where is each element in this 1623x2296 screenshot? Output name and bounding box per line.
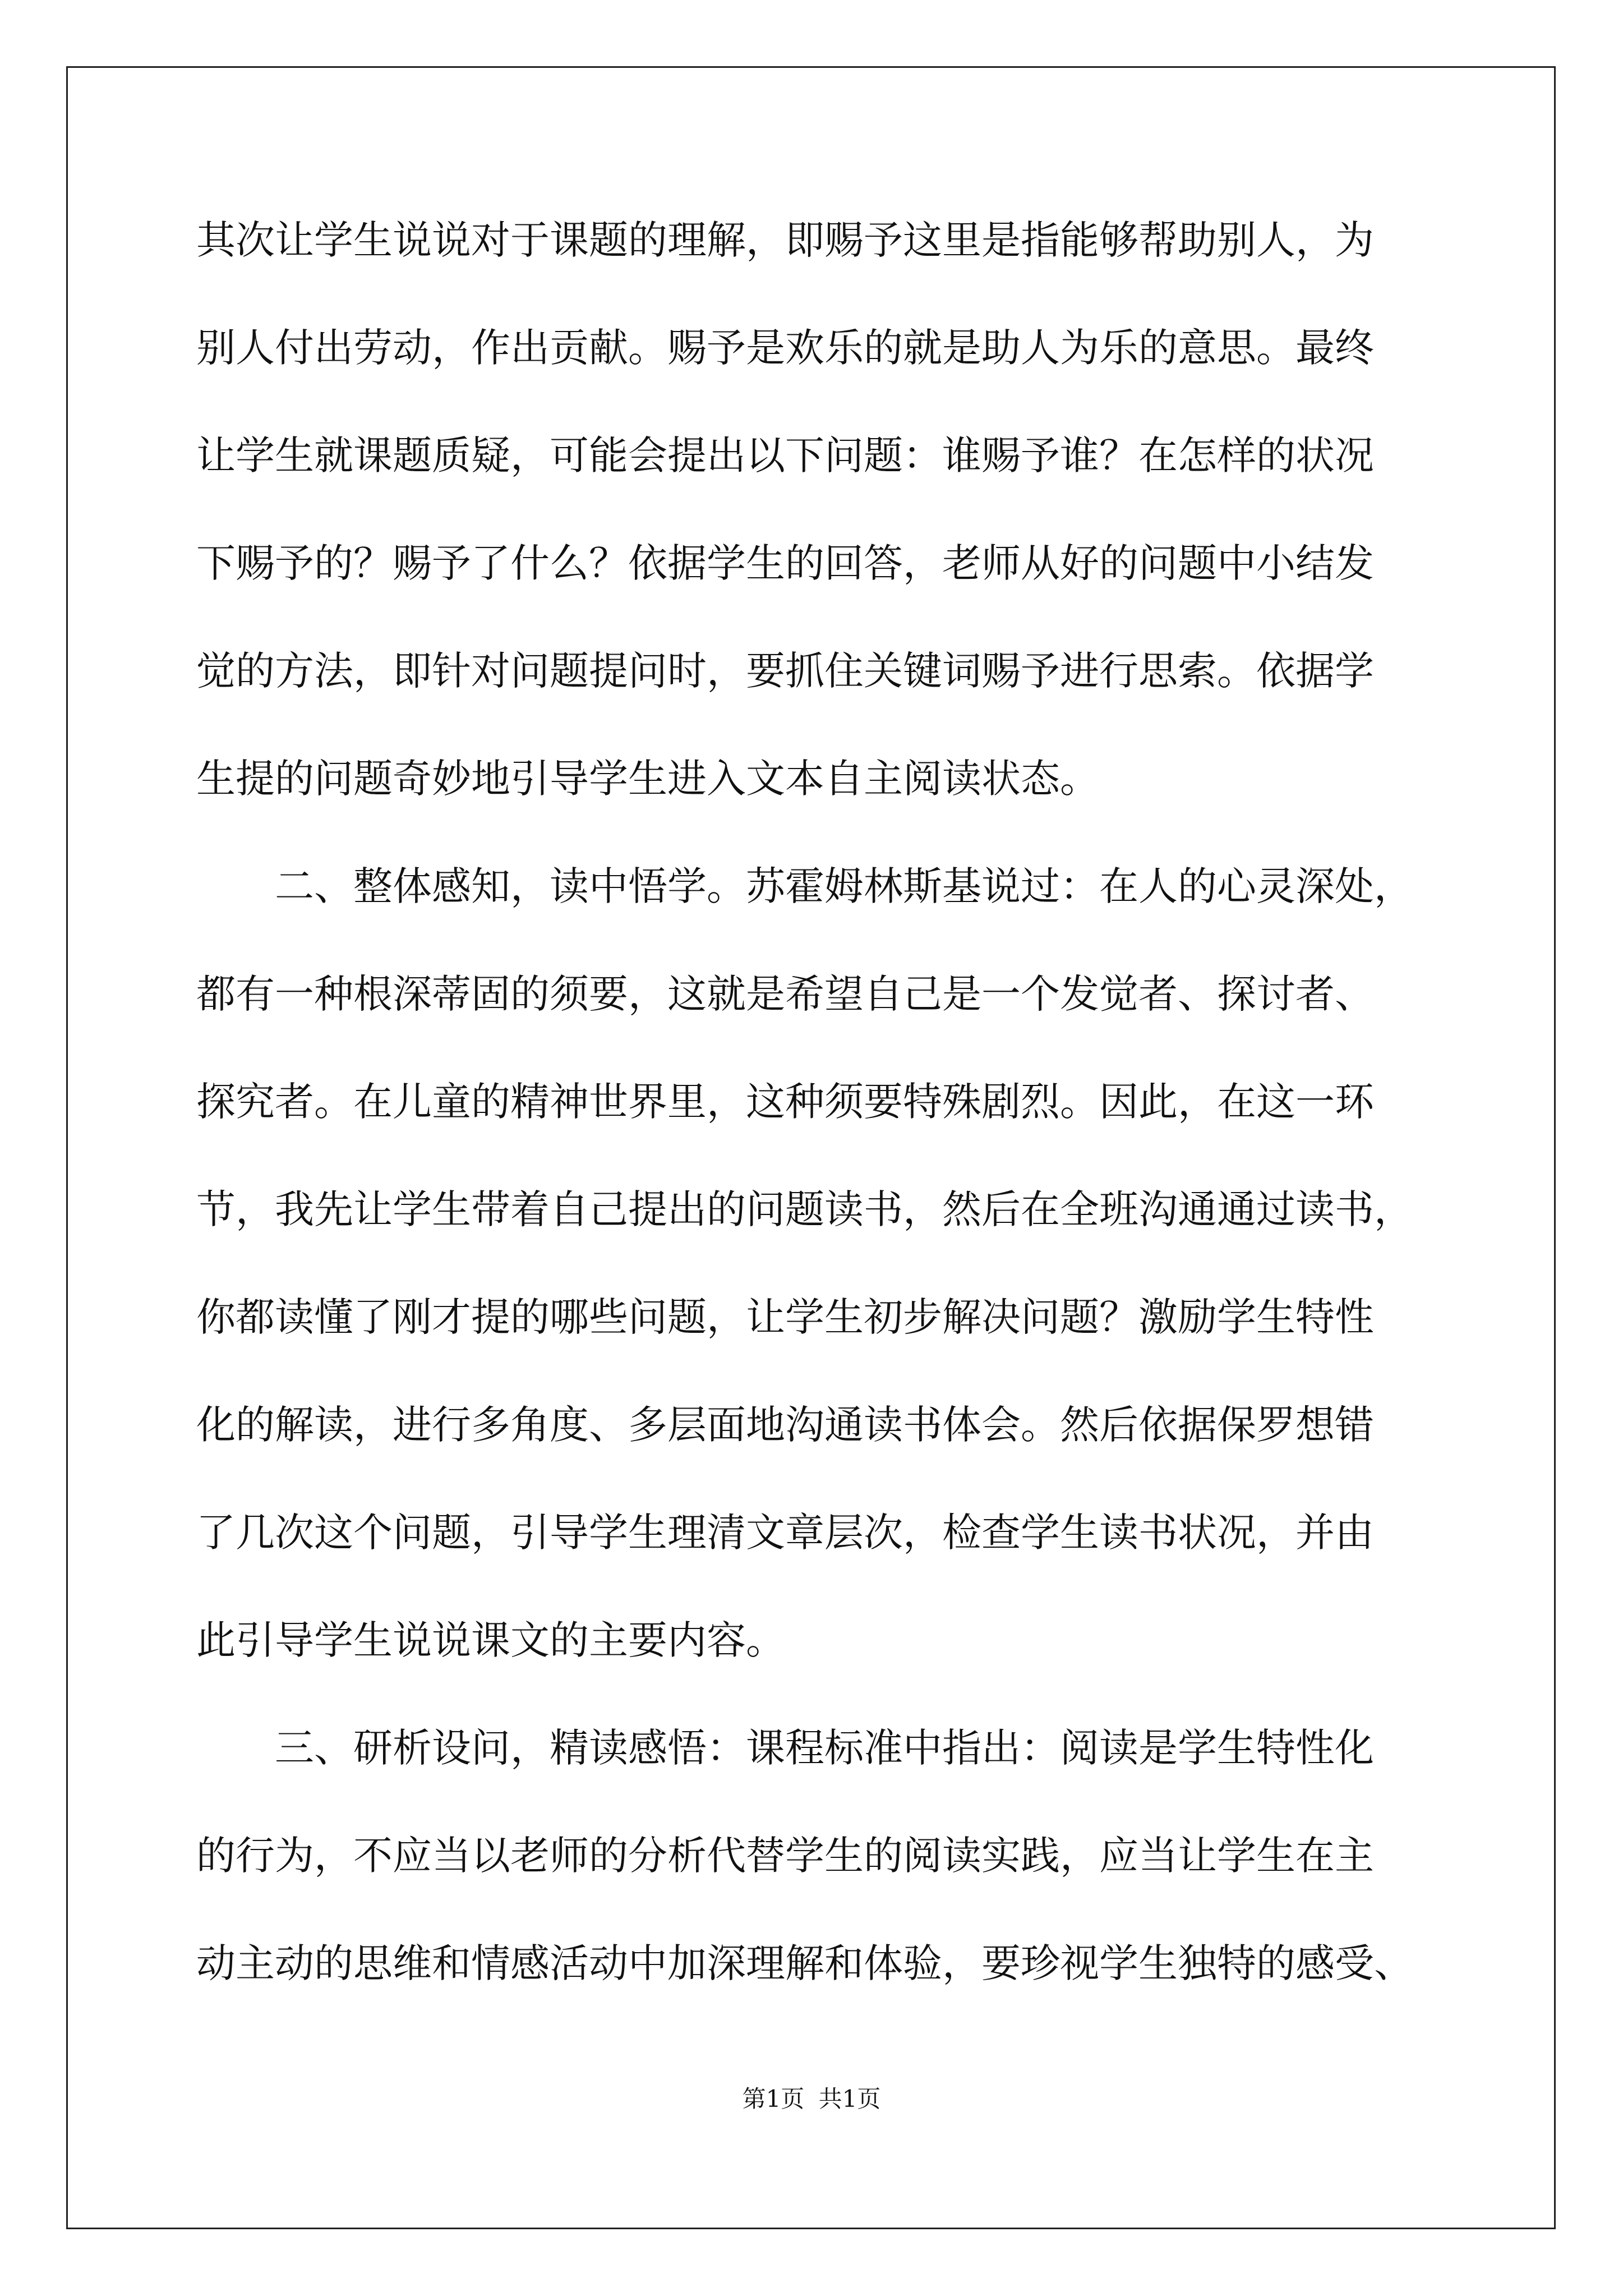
text-line: 了几次这个问题，引导学生理清文章层次，检查学生读书状况，并由 (196, 1510, 1374, 1556)
text-line: 别人付出劳动，作出贡献。赐予是欢乐的就是助人为乐的意思。最终 (196, 325, 1374, 371)
page-footer (0, 2082, 1623, 2116)
page-number: 第1页 (742, 2085, 805, 2113)
text-line: 探究者。在儿童的精神世界里，这种须要特殊剧烈。因此，在这一环 (196, 1079, 1374, 1125)
text-line: 都有一种根深蒂固的须要，这就是希望自己是一个发觉者、探讨者、 (196, 971, 1374, 1017)
text-line: 下赐予的？赐予了什么？依据学生的回答，老师从好的问题中小结发 (196, 540, 1374, 586)
page-border (66, 66, 1556, 2229)
text-line: 生提的问题奇妙地引导学生进入文本自主阅读状态。 (196, 756, 1099, 802)
text-line: 其次让学生说说对于课题的理解，即赐予这里是指能够帮助别人，为 (196, 217, 1374, 263)
text-line: 让学生就课题质疑，可能会提出以下问题：谁赐予谁？在怎样的状况 (196, 432, 1374, 478)
text-line: 此引导学生说说课文的主要内容。 (196, 1617, 785, 1663)
text-line: 你都读懂了刚才提的哪些问题，让学生初步解决问题？激励学生特性 (196, 1294, 1374, 1340)
text-line: 化的解读，进行多角度、多层面地沟通读书体会。然后依据保罗想错 (196, 1402, 1374, 1448)
text-line: 觉的方法，即针对问题提问时，要抓住关键词赐予进行思索。依据学 (196, 648, 1374, 694)
text-line: 二、整体感知，读中悟学。苏霍姆林斯基说过：在人的心灵深处， (275, 863, 1413, 909)
text-line: 动主动的思维和情感活动中加深理解和体验，要珍视学生独特的感受、 (196, 1940, 1413, 1986)
text-line: 三、研析设问，精读感悟：课程标准中指出：阅读是学生特性化 (275, 1725, 1374, 1771)
page-total: 共1页 (818, 2085, 881, 2113)
text-line: 节，我先让学生带着自己提出的问题读书，然后在全班沟通通过读书， (196, 1186, 1413, 1232)
text-line: 的行为，不应当以老师的分析代替学生的阅读实践，应当让学生在主 (196, 1833, 1374, 1879)
